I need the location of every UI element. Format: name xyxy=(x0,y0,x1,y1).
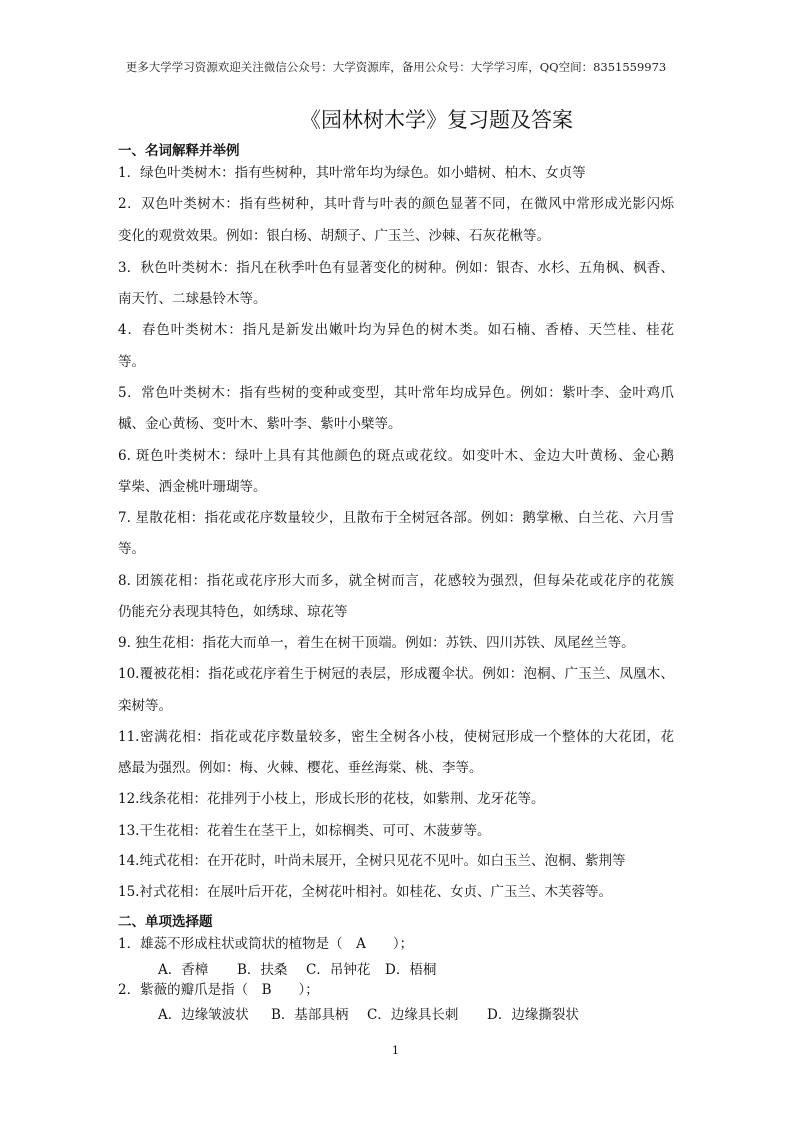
definition-line: 掌柴、洒金桃叶珊瑚等。 xyxy=(118,479,267,495)
definition-line: 15.衬式花相：在展叶后开花，全树花叶相衬。如桂花、女贞、广玉兰、木芙蓉等。 xyxy=(118,884,612,900)
definition-line: 南天竹、二球悬铃木等。 xyxy=(118,291,267,307)
definition-line: 5．常色叶类树木：指有些树的变种或变型，其叶常年均成异色。例如：紫叶李、金叶鸡爪 xyxy=(118,385,674,401)
definition-line: 6. 斑色叶类树木：绿叶上具有其他颜色的斑点或花纹。如变叶木、金边大叶黄杨、金心鹅 xyxy=(118,448,674,464)
option-b: B．基部具柄 xyxy=(271,1007,349,1023)
section-heading-definitions: 一、名词解释并举例 xyxy=(118,143,240,159)
definition-line: 感最为强烈。例如：梅、火棘、樱花、垂丝海棠、桃、李等。 xyxy=(118,760,483,776)
section-heading-choice: 二、单项选择题 xyxy=(118,914,213,930)
definition-line: 仍能充分表现其特色，如绣球、琼花等 xyxy=(118,604,348,620)
option-b: B．扶桑 xyxy=(237,962,288,978)
page-header: 更多大学学习资源欢迎关注微信公众号：大学资源库，备用公众号：大学学习库，QQ空间：8351559973 xyxy=(125,60,667,74)
definition-line: 变化的观赏效果。例如：银白杨、胡颓子、广玉兰、沙棘、石灰花楸等。 xyxy=(118,228,550,244)
option-a: A．边缘皱波状 xyxy=(158,1007,249,1023)
definition-line: 1．绿色叶类树木：指有些树种，其叶常年均为绿色。如小蜡树、柏木、女贞等 xyxy=(118,165,586,181)
option-c: C．边缘具长刺 xyxy=(367,1007,459,1023)
definition-line: 槭、金心黄杨、变叶木、紫叶李、紫叶小檗等。 xyxy=(118,416,402,432)
option-c: C．吊钟花 xyxy=(306,962,371,978)
option-d: D．梧桐 xyxy=(385,962,437,978)
document-title: 《园林树木学》复习题及答案 xyxy=(300,108,573,132)
definition-line: 11.密满花相：指花或花序数量较多，密生全树各小枝，使树冠形成一个整体的大花团，花 xyxy=(118,729,674,745)
option-d: D．边缘撕裂状 xyxy=(487,1007,579,1023)
definition-line: 栾树等。 xyxy=(118,698,172,714)
definition-line: 12.线条花相：花排列于小枝上，形成长形的花枝，如紫荆、龙牙花等。 xyxy=(118,791,545,807)
definition-line: 2．双色叶类树木：指有些树种，其叶背与叶表的颜色显著不同，在微风中常形成光影闪烁 xyxy=(118,196,674,212)
definition-line: 7. 星散花相：指花或花序数量较少，且散布于全树冠各部。例如：鹅掌楸、白兰花、六月雪 xyxy=(118,510,674,526)
definition-line: 等。 xyxy=(118,541,145,557)
definition-line: 等。 xyxy=(118,354,145,370)
definition-line: 14.纯式花相：在开花时，叶尚未展开，全树只见花不见叶。如白玉兰、泡桐、紫荆等 xyxy=(118,853,626,869)
option-a: A．香樟 xyxy=(158,962,209,978)
definition-line: 10.覆被花相：指花或花序着生于树冠的表层，形成覆伞状。例如：泡桐、广玉兰、凤凰木、 xyxy=(118,666,674,682)
page-number: 1 xyxy=(392,1044,399,1057)
question-text: 2．紫薇的瓣爪是指（ B ）； xyxy=(118,982,319,998)
definition-line: 9. 独生花相：指花大而单一，着生在树干顶端。例如：苏铁、四川苏铁、凤尾丝兰等。 xyxy=(118,635,635,651)
question-text: 1．雄蕊不形成柱状或筒状的植物是（ A ）； xyxy=(118,936,414,952)
definition-line: 8. 团簇花相：指花或花序形大而多，就全树而言，花感较为强烈，但每朵花或花序的花簇 xyxy=(118,573,674,589)
definition-line: 13.干生花相：花着生在茎干上，如棕榈类、可可、木菠萝等。 xyxy=(118,823,491,839)
definition-line: 3．秋色叶类树木：指凡在秋季叶色有显著变化的树种。例如：银杏、水杉、五角枫、枫香、 xyxy=(118,260,674,276)
definition-line: 4．春色叶类树木：指凡是新发出嫩叶均为异色的树木类。如石楠、香椿、天竺桂、桂花 xyxy=(118,322,674,338)
